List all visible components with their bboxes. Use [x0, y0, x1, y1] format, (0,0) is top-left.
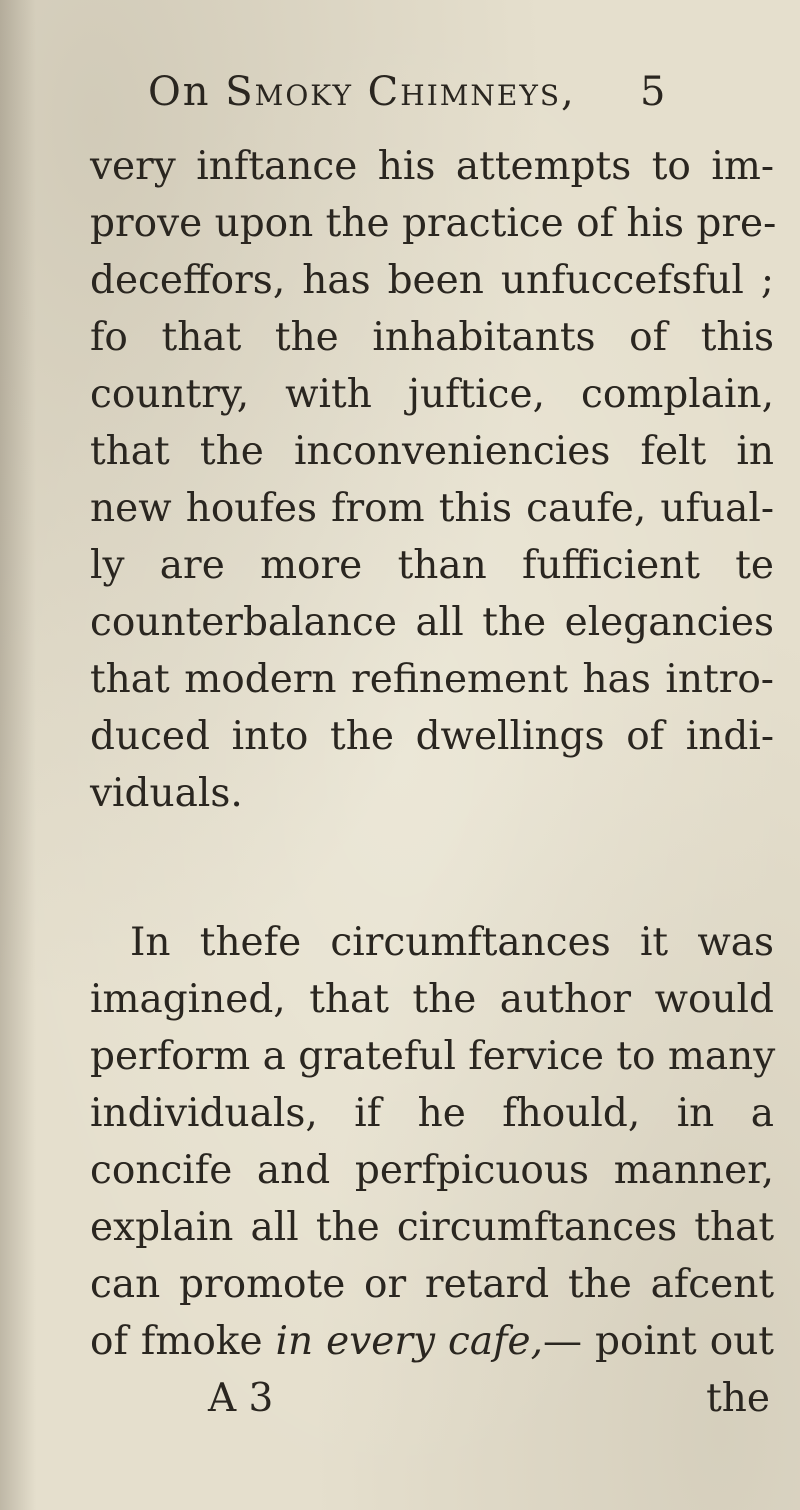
paragraph-2 — [38, 914, 774, 1370]
text-line: that modern refinement has intro- — [90, 657, 774, 702]
paragraph-gap — [38, 822, 774, 914]
text-line: concife and perfpicuous manner, — [90, 1148, 774, 1193]
text-line: deceffors, has been unfuccefsful ; — [90, 258, 774, 303]
text-line: individuals, if he fhould, in a — [90, 1091, 774, 1136]
text-line: that the inconveniencies felt in — [90, 429, 774, 474]
text-line: viduals. — [90, 771, 243, 816]
text-line: prove upon the practice of his pre- — [90, 201, 777, 246]
catchword: the — [706, 1376, 770, 1421]
text-line: new houfes from this caufe, ufual- — [90, 486, 774, 531]
text-line: duced into the dwellings of indi- — [90, 714, 774, 759]
running-head-title: Smoky Chimneys, — [225, 69, 576, 115]
text-line: perform a grateful fervice to many — [90, 1034, 776, 1079]
page-gutter-shadow — [0, 0, 36, 1510]
body-text — [38, 138, 777, 1427]
text-segment: — point out — [543, 1319, 774, 1364]
text-line: In thefe circumftances it was — [130, 920, 774, 965]
page-footer — [38, 1370, 774, 1427]
text-line: ly are more than fufficient te — [90, 543, 774, 588]
text-line: counterbalance all the elegancies — [90, 600, 774, 645]
running-head — [148, 69, 578, 115]
text-line: can promote or retard the afcent — [90, 1262, 774, 1307]
page-number: 5 — [640, 69, 666, 115]
text-line: fo that the inhabitants of this — [90, 315, 774, 360]
text-line: very inftance his attempts to im- — [90, 144, 774, 189]
text-line: explain all the circumftances that — [90, 1205, 774, 1250]
text-line: imagined, that the author would — [90, 977, 774, 1022]
text-line: country, with juftice, complain, — [90, 372, 774, 417]
text-segment: of fmoke — [90, 1319, 276, 1364]
paragraph-1 — [38, 138, 777, 822]
signature-mark: A 3 — [208, 1376, 274, 1421]
text-line-mixed — [38, 1313, 774, 1370]
italic-text-segment: in every cafe, — [275, 1319, 543, 1364]
running-head-prefix: On — [148, 69, 211, 115]
